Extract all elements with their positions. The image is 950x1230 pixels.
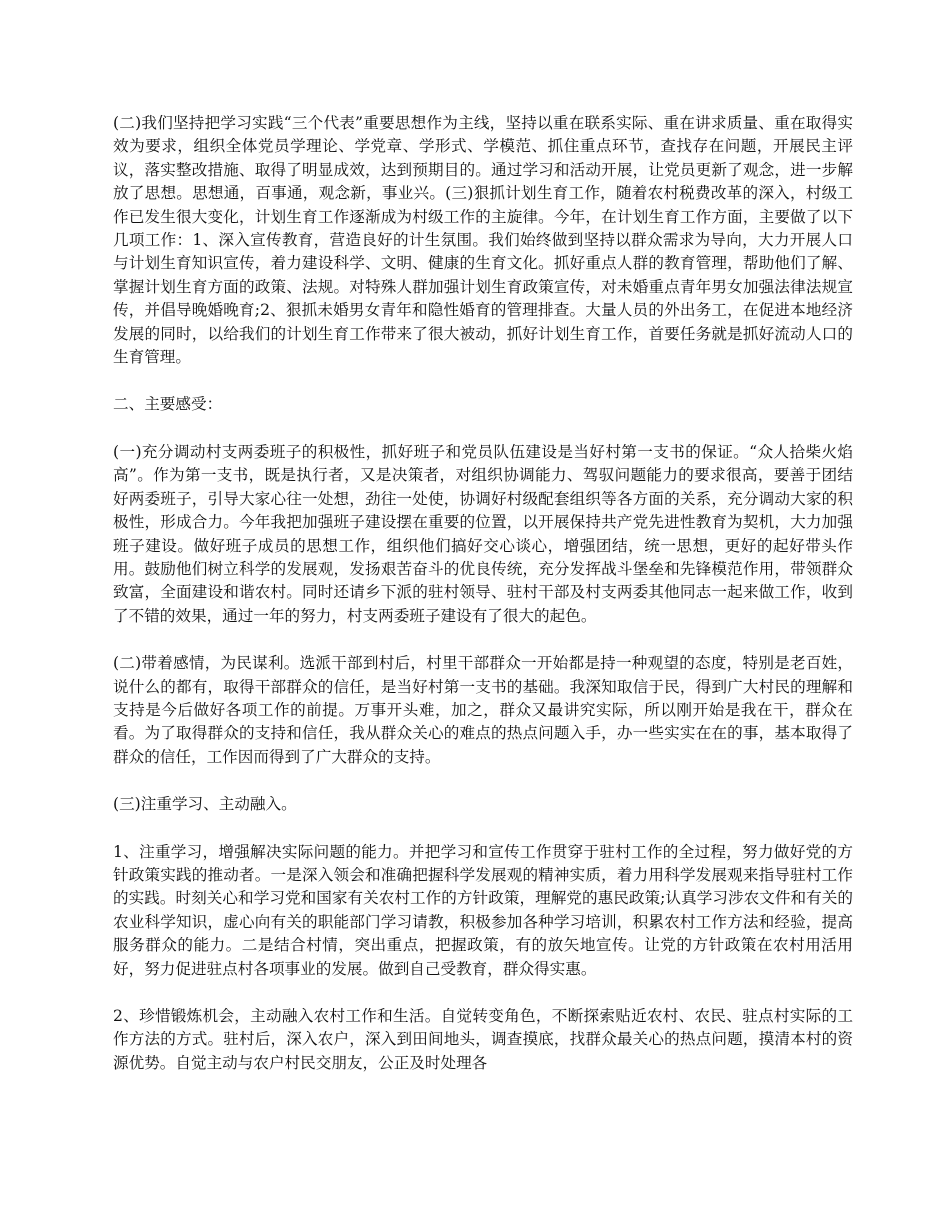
- paragraph-study: 1、注重学习，增强解决实际问题的能力。并把学习和宣传工作贯穿于驻村工作的全过程，努力做好党的方针政策实践的推动者。一是深入领会和准确把握科学发展观的精神实质，着力用科学发展观来指导驻村工作的实践。时刻关心和学习党和国家有关农村工作的方针政策，理解党的惠民政策;认真学习涉农文件和有关的农业科学知识，虚心向有关的职能部门学习请教，积极参加各种学习培训，积累农村工作方法和经验，提高服务群众的能力。二是结合村情，突出重点，把握政策，有的放矢地宣传。让党的方针政策在农村用活用好，努力促进驻点村各项事业的发展。做到自己受教育，群众得实惠。: [113, 842, 853, 978]
- paragraph-integrate: 2、珍惜锻炼机会，主动融入农村工作和生活。自觉转变角色，不断探索贴近农村、农民、驻点村实际的工作方法的方式。驻村后，深入农户，深入到田间地头，调查摸底，找群众最关心的热点问题，摸清本村的资源优势。自觉主动与农户村民交朋友，公正及时处理各: [113, 1007, 853, 1072]
- document-body: [113, 112, 853, 1099]
- paragraph-team-building: (一)充分调动村支两委班子的积极性，抓好班子和党员队伍建设是当好村第一支书的保证。“众人拾柴火焰高”。作为第一支书，既是执行者，又是决策者，对组织协调能力、驾驭问题能力的要求很高，要善于团结好两委班子，引导大家心往一处想，劲往一处使，协调好村级配套组织等各方面的关系，充分调动大家的积极性，形成合力。今年我把加强班子建设摆在重要的位置，以开展保持共产党先进性教育为契机，大力加强班子建设。做好班子成员的思想工作，组织他们搞好交心谈心，增强团结，统一思想，更好的起好带头作用。鼓励他们树立科学的发展观，发扬艰苦奋斗的优良传统，充分发挥战斗堡垒和先锋模范作用，带领群众致富，全面建设和谐农村。同时还请乡下派的驻村领导、驻村干部及村支两委其他同志一起来做工作，收到了不错的效果，通过一年的努力，村支两委班子建设有了很大的起色。: [113, 442, 853, 625]
- section-heading-main-feelings: 二、主要感受：: [113, 395, 223, 414]
- paragraph-work-summary: (二)我们坚持把学习实践“三个代表”重要思想作为主线，坚持以重在联系实际、重在讲求质量、重在取得实效为要求，组织全体党员学理论、学党章、学形式、学模范、抓住重点环节，查找存在问题，开展民主评议，落实整改措施、取得了明显成效，达到预期目的。通过学习和活动开展，让党员更新了观念，进一步解放了思想。思想通，百事通，观念新，事业兴。(三)狠抓计划生育工作，随着农村税费改革的深入，村级工作已发生很大变化，计划生育工作逐渐成为村级工作的主旋律。今年，在计划生育工作方面，主要做了以下几项工作：1、深入宣传教育，营造良好的计生氛围。我们始终做到坚持以群众需求为导向，大力开展人口与计划生育知识宣传，着力建设科学、文明、健康的生育文化。抓好重点人群的教育管理，帮助他们了解、掌握计划生育方面的政策、法规。对特殊人群加强计划生育政策宣传，对未婚重点青年男女加强法律法规宣传，并倡导晚婚晚育;2、狠抓未婚男女青年和隐性婚育的管理排查。大量人员的外出务工，在促进本地经济发展的同时，以给我们的计划生育工作带来了很大被动，抓好计划生育工作，首要任务就是抓好流动人口的生育管理。: [113, 114, 853, 367]
- subheading-study-integrate: (三)注重学习、主动融入。: [113, 795, 297, 814]
- paragraph-serve-people: (二)带着感情，为民谋利。选派干部到村后，村里干部群众一开始都是持一种观望的态度，特别是老百姓，说什么的都有，取得干部群众的信任，是当好村第一支书的基础。我深知取信于民，得到广大村民的理解和支持是今后做好各项工作的前提。万事开头难，加之，群众又最讲究实际，所以刚开始是我在干，群众在看。为了取得群众的支持和信任，我从群众关心的难点的热点问题入手，办一些实实在在的事，基本取得了群众的信任，工作因而得到了广大群众的支持。: [113, 654, 853, 766]
